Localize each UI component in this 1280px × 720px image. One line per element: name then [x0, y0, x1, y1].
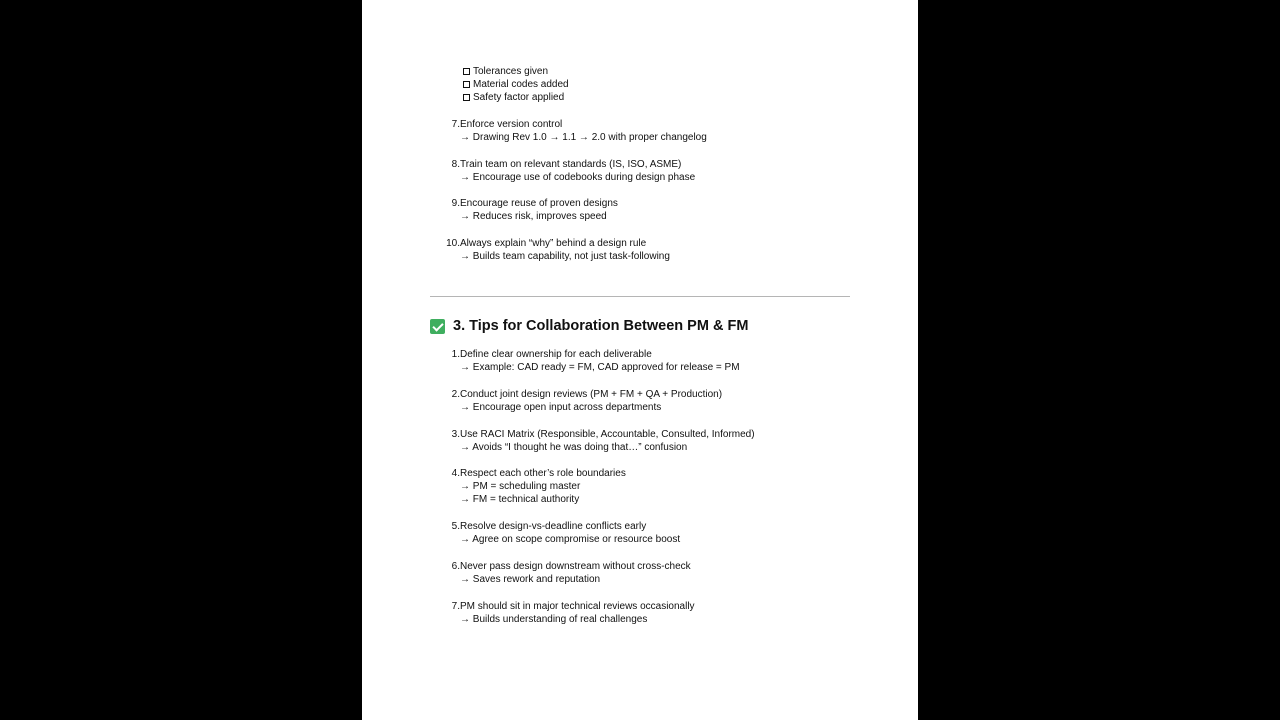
list-item-detail: → Drawing Rev 1.0 → 1.1 → 2.0 with proper changelog — [460, 132, 707, 144]
list-item — [444, 428, 755, 454]
checkbox-icon — [463, 68, 470, 75]
list-item-number: 1. — [451, 349, 460, 360]
list-item — [444, 237, 670, 263]
list-item-title: Conduct joint design reviews (PM + FM + QA + Production) — [460, 389, 723, 400]
list-item-detail: → Builds team capability, not just task-following — [460, 251, 670, 263]
list-item — [444, 118, 707, 144]
list-item-number: 5. — [451, 521, 460, 532]
list-item-title: Use RACI Matrix (Responsible, Accountable, Consulted, Informed) — [460, 429, 755, 440]
checklist-item-label: Tolerances given — [473, 66, 549, 77]
section-divider — [430, 296, 850, 297]
section-heading — [430, 318, 748, 334]
list-item-title: Resolve design-vs-deadline conflicts early — [460, 521, 647, 532]
list-item-number: 9. — [451, 198, 460, 209]
list-item-detail: → PM = scheduling master — [460, 481, 581, 493]
list-item-title: Never pass design downstream without cross-check — [460, 561, 691, 572]
list-item-detail: → Encourage use of codebooks during design phase — [460, 172, 696, 184]
list-item-number: 7. — [451, 601, 460, 612]
list-item — [444, 388, 722, 414]
list-item-number: 7. — [451, 119, 460, 130]
checklist-item — [463, 65, 569, 78]
list-item — [444, 560, 691, 586]
checkbox-icon — [463, 81, 470, 88]
list-item-detail: → FM = technical authority — [460, 494, 580, 506]
section-title: 3. Tips for Collaboration Between PM & FM — [453, 318, 749, 334]
list-item-title: PM should sit in major technical reviews occasionally — [460, 601, 695, 612]
check-mark-icon — [430, 319, 445, 334]
list-item-title: Always explain “why” behind a design rule — [460, 238, 647, 249]
list-item — [444, 158, 695, 184]
list-item-detail: → Example: CAD ready = FM, CAD approved for release = PM — [460, 362, 740, 374]
checkbox-icon — [463, 94, 470, 101]
list-item-number: 6. — [451, 561, 460, 572]
list-item — [444, 197, 618, 223]
list-item-number: 3. — [451, 429, 460, 440]
checklist-item — [463, 78, 569, 91]
list-item-title: Respect each other’s role boundaries — [460, 468, 626, 479]
list-item-number: 10. — [446, 238, 460, 249]
list-item-title: Enforce version control — [460, 119, 563, 130]
list-item-title: Encourage reuse of proven designs — [460, 198, 618, 209]
list-item-number: 2. — [451, 389, 460, 400]
list-item — [444, 520, 680, 546]
list-item-title: Define clear ownership for each deliverable — [460, 349, 652, 360]
checklist-item-label: Safety factor applied — [473, 92, 565, 103]
list-item-detail: → Avoids “I thought he was doing that…” confusion — [460, 442, 688, 454]
list-item-detail: → Encourage open input across departments — [460, 402, 662, 414]
list-item-detail: → Reduces risk, improves speed — [460, 211, 607, 223]
checklist-item-label: Material codes added — [473, 79, 569, 90]
list-item — [444, 600, 695, 626]
checklist-item — [463, 91, 569, 104]
list-item-number: 4. — [451, 468, 460, 479]
document-page — [362, 0, 918, 720]
list-item-number: 8. — [451, 159, 460, 170]
list-item-detail: → Builds understanding of real challenges — [460, 614, 648, 626]
list-item-detail: → Agree on scope compromise or resource boost — [460, 534, 681, 546]
list-item-detail: → Saves rework and reputation — [460, 574, 601, 586]
list-item — [444, 348, 740, 374]
list-item-title: Train team on relevant standards (IS, ISO, ASME) — [460, 159, 682, 170]
list-item — [444, 467, 626, 507]
checklist — [463, 65, 569, 104]
